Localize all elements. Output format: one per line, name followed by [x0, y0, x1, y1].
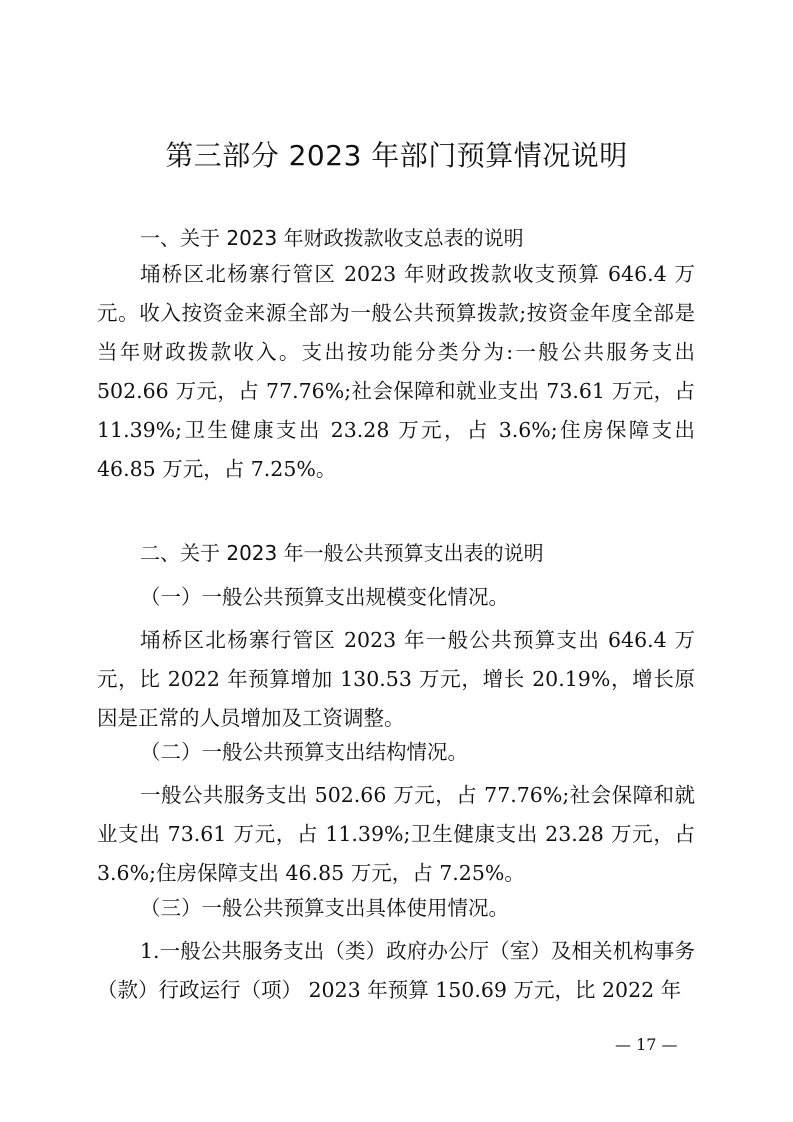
subsection-3-paragraph: 1.一般公共服务支出（类）政府办公厅（室）及相关机构事务（款）行政运行（项） 2023 年预算 150.69 万元，比 2022 年 — [97, 939, 695, 1002]
section-2-heading: 二、关于 2023 年一般公共预算支出表的说明 — [140, 541, 544, 565]
subsection-2-paragraph: 一般公共服务支出 502.66 万元，占 77.76%;社会保障和就业支出 73.61 万元，占 11.39%;卫生健康支出 23.28 万元，占 3.6%;住房保障支出 46.85 万元，占 7.25%。 — [97, 783, 695, 885]
page-number: — 17 — — [615, 1035, 678, 1054]
subsection-2-heading: （二）一般公共预算支出结构情况。 — [140, 740, 468, 764]
section-1-heading: 一、关于 2023 年财政拨款收支总表的说明 — [140, 226, 524, 250]
subsection-1-heading: （一）一般公共预算支出规模变化情况。 — [140, 585, 509, 609]
subsection-1-paragraph: 埇桥区北杨寨行管区 2023 年一般公共预算支出 646.4 万元，比 2022 年预算增加 130.53 万元，增长 20.19%，增长原因是正常的人员增加及工资调整。 — [97, 628, 695, 730]
page-title: 第三部分 2023 年部门预算情况说明 — [165, 139, 628, 172]
subsection-3-heading: （三）一般公共预算支出具体使用情况。 — [140, 896, 509, 920]
section-1-paragraph: 埇桥区北杨寨行管区 2023 年财政拨款收支预算 646.4 万元。收入按资金来源全部为一般公共预算拨款;按资金年度全部是当年财政拨款收入。支出按功能分类分为:一般公共服务支出 502.66 万元，占 77.76%;社会保障和就业支出 73.61 万元，占 11.39%;卫生健康支出 23.28 万元，占 3.6%;住房保障支出 46.85 万元，占 7.25%。 — [97, 262, 695, 481]
